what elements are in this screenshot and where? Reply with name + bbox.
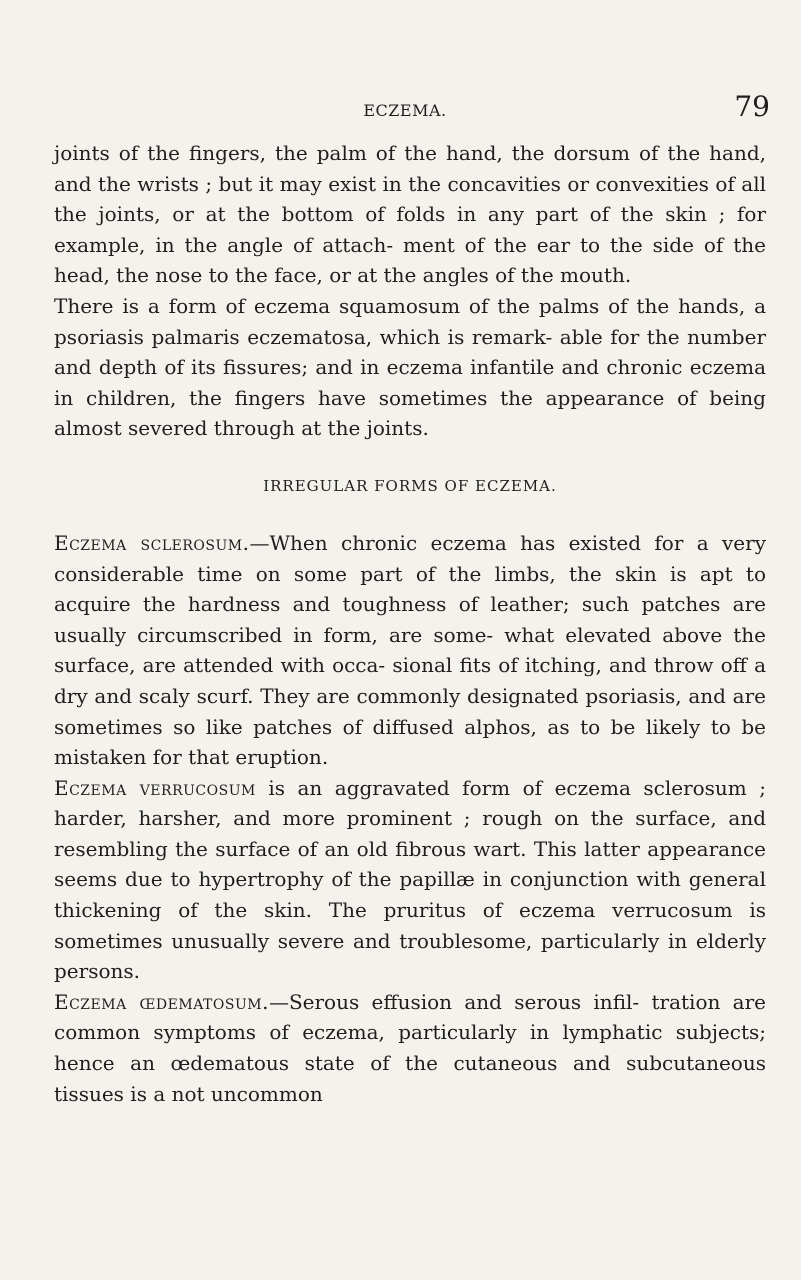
page-number: 79 bbox=[734, 90, 770, 123]
running-title: ECZEMA. bbox=[363, 101, 447, 120]
paragraph-verrucosum bbox=[54, 773, 766, 987]
paragraph-sclerosum bbox=[54, 528, 766, 773]
text-oedematosum: —Serous effusion and serous infil- tration are common symptoms of eczema, particularly in lymphatic subjects; hence an œdematous state of the cutaneous and subcutaneous tissues is a not uncommon bbox=[54, 989, 766, 1106]
section-heading: IRREGULAR FORMS OF ECZEMA. bbox=[263, 476, 557, 495]
term-verrucosum: Eczema verrucosum bbox=[54, 775, 256, 800]
term-sclerosum: Eczema sclerosum. bbox=[54, 530, 250, 555]
paragraph-joints: joints of the fingers, the palm of the hand, the dorsum of the hand, and the wrists ; but it may exist in the concavities or convexities of all the joints, or at the bottom of folds in any part of the skin ; for example, in the angle of attach- ment of the ear to the side of the head, the nose to the face, or at the angles of the mouth. bbox=[54, 141, 766, 288]
body-text bbox=[54, 138, 766, 1109]
running-head bbox=[40, 90, 770, 130]
paragraph-oedematosum bbox=[54, 987, 766, 1109]
text-verrucosum: is an aggravated form of eczema sclerosum ; harder, harsher, and more prominent ; rough on the surface, and resembling the surface of an old fibrous wart. This latter appearance seems due to hypertrophy of the papillæ in conjunction with general thickening of the skin. The pruritus of eczema verrucosum is sometimes unusually severe and troublesome, particularly in elderly persons. bbox=[54, 775, 767, 984]
text-sclerosum: —When chronic eczema has existed for a very considerable time on some part of the limbs, the skin is apt to acquire the hardness and toughness of leather; such patches are usually circumscribed in form, are some- what elevated above the surface, are attended with occa- sional fits of itching, and throw off a dry and scaly scurf. They are commonly designated psoriasis, and are sometimes so like patches of diffused alphos, as to be likely to be mistaken for that eruption. bbox=[54, 530, 767, 770]
paragraph-squamosum: There is a form of eczema squamosum of the palms of the hands, a psoriasis palmaris eczematosa, which is remark- able for the number and depth of its fissures; and in eczema infantile and chronic eczema in children, the fingers have sometimes the appearance of being almost severed through at the joints. bbox=[54, 293, 766, 441]
term-oedematosum: Eczema œdematosum. bbox=[54, 989, 269, 1014]
